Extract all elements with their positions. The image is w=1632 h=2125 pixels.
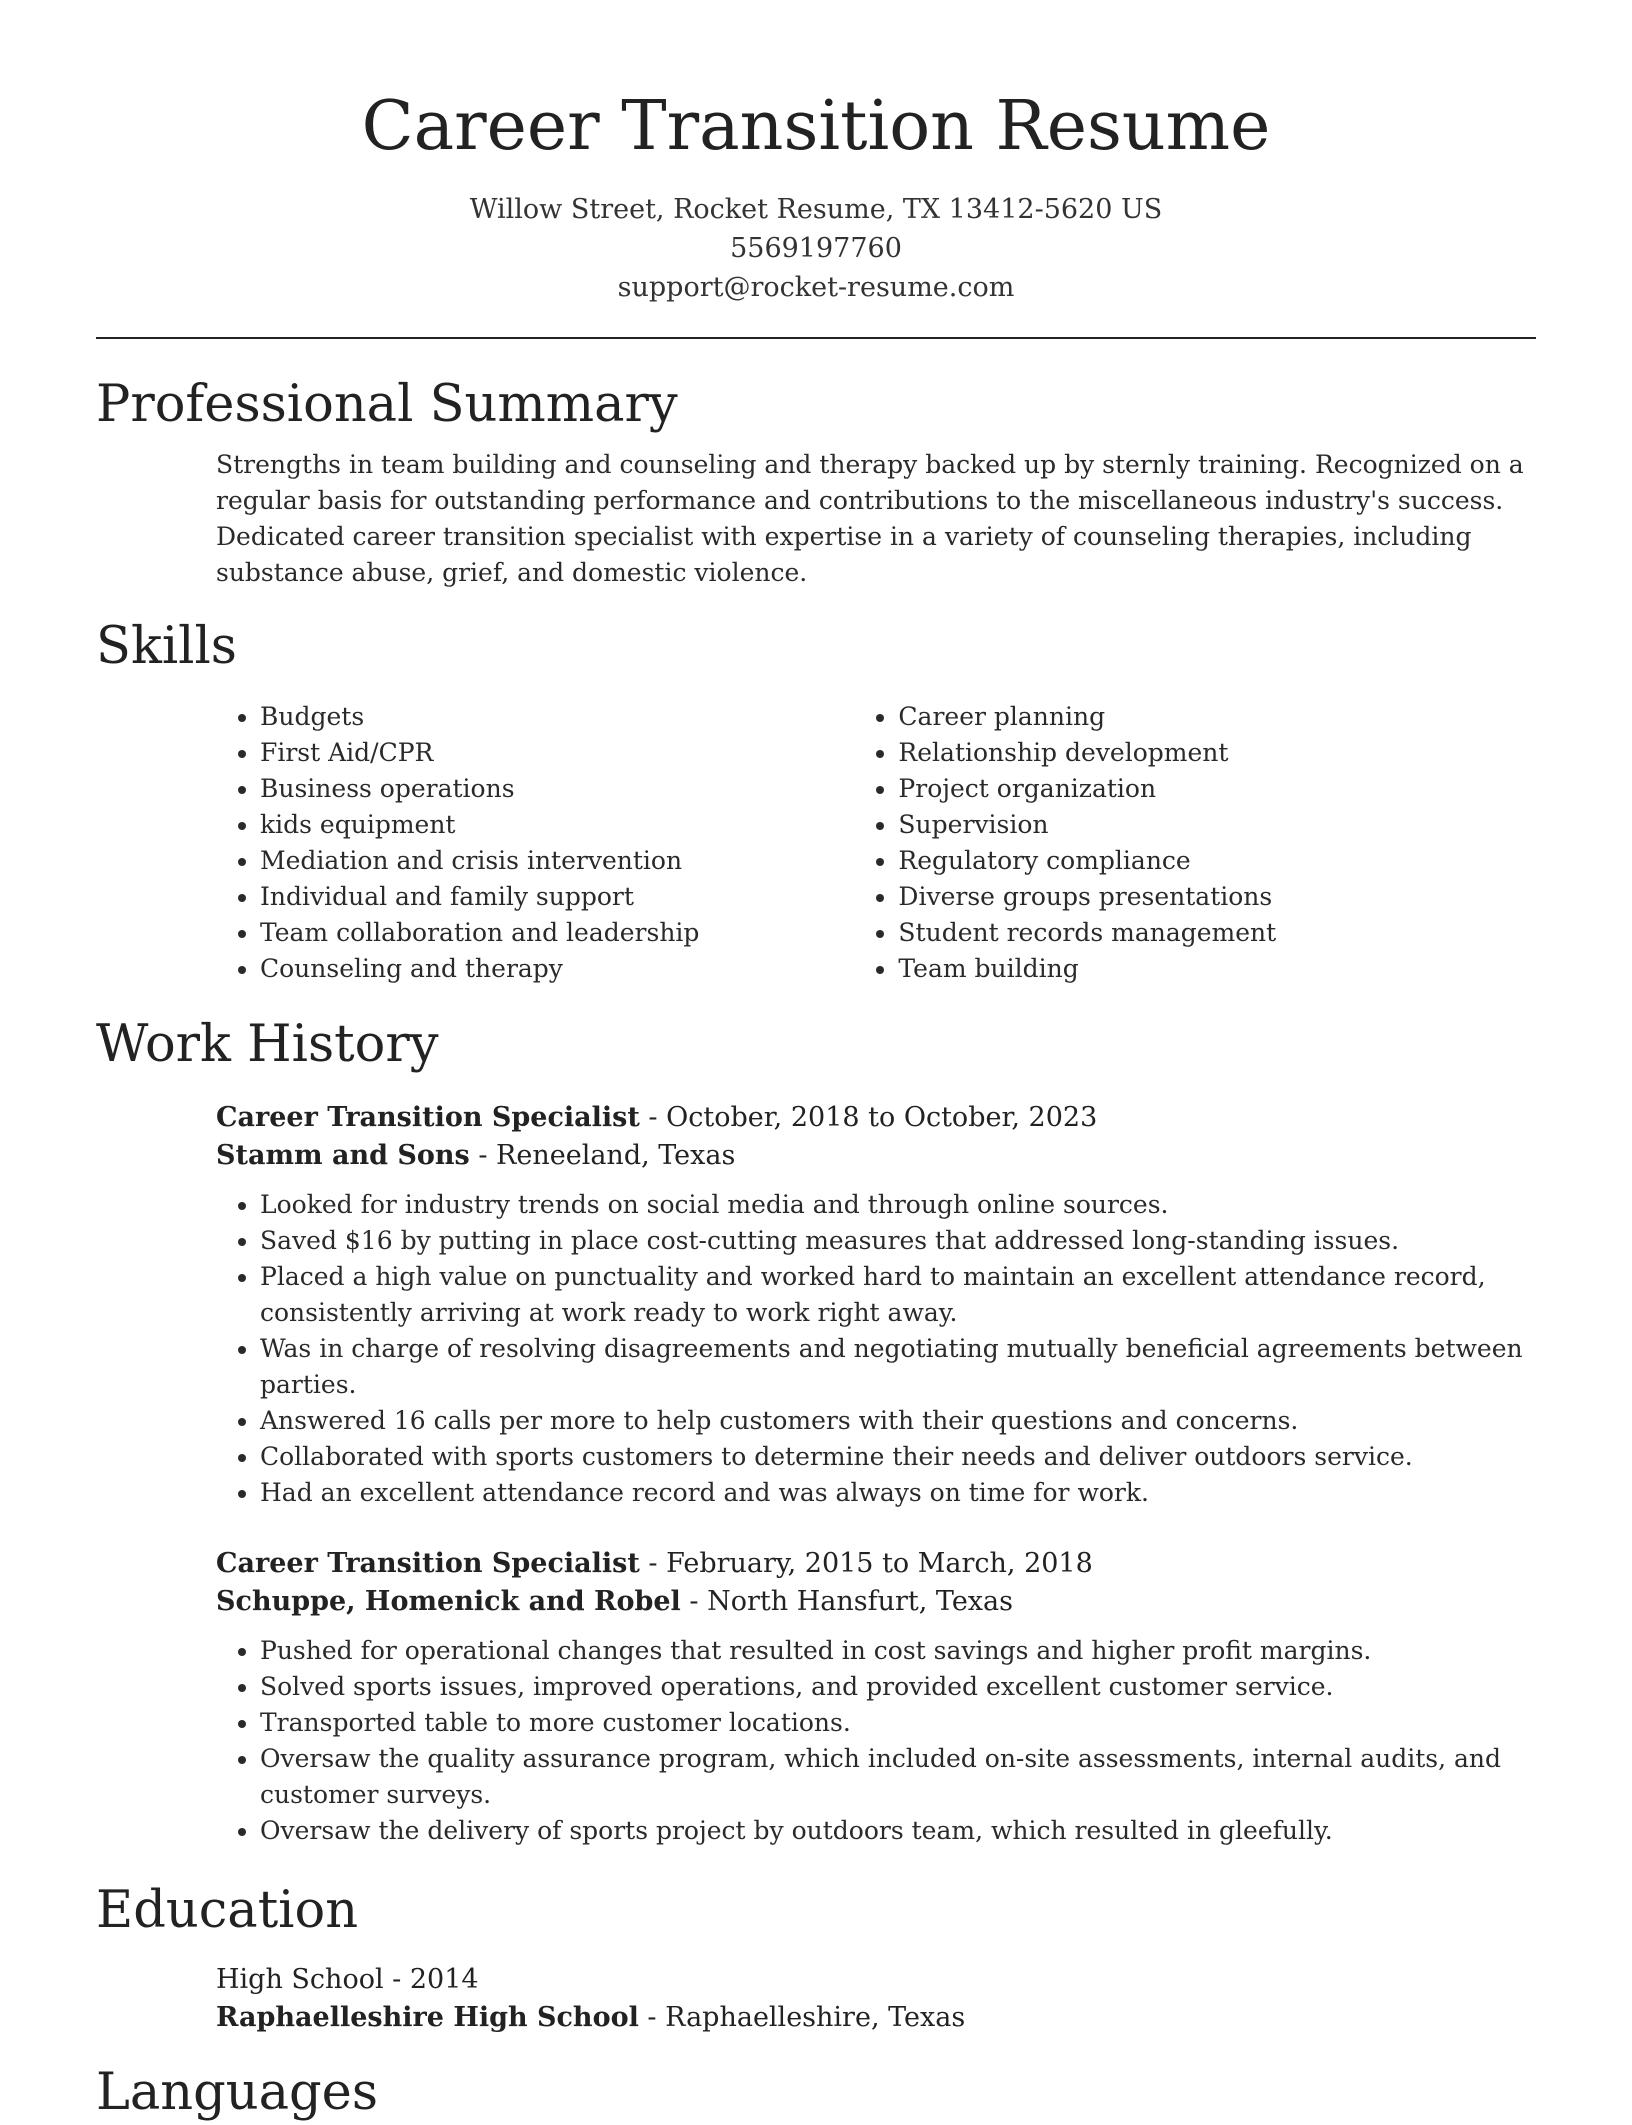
skill-item: • Counseling and therapy bbox=[260, 951, 854, 987]
job-entry bbox=[216, 1099, 1536, 1511]
job-role: Career Transition Specialist bbox=[216, 1102, 640, 1133]
job-company: Schuppe, Homenick and Robel bbox=[216, 1586, 681, 1617]
job-bullet: • Solved sports issues, improved operations, and provided excellent customer service. bbox=[260, 1669, 1536, 1705]
resume-header bbox=[96, 0, 1536, 307]
skill-item: • Student records management bbox=[898, 915, 1536, 951]
skill-item: • Team building bbox=[898, 951, 1536, 987]
job-company-line bbox=[216, 1137, 1536, 1175]
job-bullet: • Had an excellent attendance record and was always on time for work. bbox=[260, 1475, 1536, 1511]
skill-item: • Project organization bbox=[898, 771, 1536, 807]
education-entry bbox=[216, 1961, 1536, 2037]
job-bullet: • Was in charge of resolving disagreements and negotiating mutually beneficial agreements between parties. bbox=[260, 1331, 1536, 1403]
skill-item: • Supervision bbox=[898, 807, 1536, 843]
summary-heading: Professional Summary bbox=[96, 375, 678, 434]
job-bullet: • Pushed for operational changes that resulted in cost savings and higher profit margins. bbox=[260, 1633, 1536, 1669]
job-dates: - February, 2015 to March, 2018 bbox=[639, 1548, 1093, 1579]
summary-text: Strengths in team building and counseling and therapy backed up by sternly training. Recognized on a regular basis for outstanding performance and contributions to the miscellaneous industry's success. Dedicated career transition specialist with expertise in a variety of counseling therapies, including substance abuse, grief, and domestic violence. bbox=[216, 450, 1524, 587]
address: Willow Street, Rocket Resume, TX 13412-5620 US bbox=[469, 194, 1163, 225]
job-title-line bbox=[216, 1099, 1536, 1137]
skill-item: • Career planning bbox=[898, 699, 1536, 735]
skill-item: • Relationship development bbox=[898, 735, 1536, 771]
job-bullets bbox=[216, 1633, 1536, 1849]
skills-list bbox=[216, 699, 1536, 987]
skill-item: • Regulatory compliance bbox=[898, 843, 1536, 879]
job-location: - North Hansfurt, Texas bbox=[680, 1586, 1013, 1617]
education-school: Raphaelleshire High School bbox=[216, 2002, 639, 2033]
resume-page bbox=[96, 0, 1536, 2122]
job-role: Career Transition Specialist bbox=[216, 1548, 640, 1579]
job-company-line bbox=[216, 1583, 1536, 1621]
skills-column-left bbox=[216, 699, 854, 987]
phone: 5569197760 bbox=[730, 233, 902, 264]
job-bullet: • Answered 16 calls per more to help customers with their questions and concerns. bbox=[260, 1403, 1536, 1439]
skill-item: • Budgets bbox=[260, 699, 854, 735]
skill-item: • Individual and family support bbox=[260, 879, 854, 915]
job-bullet: • Oversaw the quality assurance program, which included on-site assessments, internal audits, and customer surveys. bbox=[260, 1741, 1536, 1813]
job-dates: - October, 2018 to October, 2023 bbox=[639, 1102, 1098, 1133]
email: support@rocket-resume.com bbox=[617, 272, 1015, 303]
job-entry bbox=[216, 1545, 1536, 1849]
job-bullet: • Oversaw the delivery of sports project by outdoors team, which resulted in gleefully. bbox=[260, 1813, 1536, 1849]
job-location: - Reneeland, Texas bbox=[469, 1140, 736, 1171]
education-school-line bbox=[216, 1999, 1536, 2037]
resume-title: Career Transition Resume bbox=[361, 87, 1271, 166]
skill-item: • Business operations bbox=[260, 771, 854, 807]
job-bullet: • Collaborated with sports customers to determine their needs and deliver outdoors service. bbox=[260, 1439, 1536, 1475]
job-company: Stamm and Sons bbox=[216, 1140, 470, 1171]
skills-heading: Skills bbox=[96, 617, 237, 676]
skill-item: • Team collaboration and leadership bbox=[260, 915, 854, 951]
contact-info bbox=[96, 190, 1536, 307]
education-location: - Raphaelleshire, Texas bbox=[638, 2002, 966, 2033]
education-degree: High School - 2014 bbox=[216, 1964, 479, 1995]
job-bullet: • Placed a high value on punctuality and worked hard to maintain an excellent attendance record, consistently arriving at work ready to work right away. bbox=[260, 1259, 1536, 1331]
job-bullets bbox=[216, 1187, 1536, 1511]
skills-column-right bbox=[854, 699, 1536, 987]
job-bullet: • Saved $16 by putting in place cost-cutting measures that addressed long-standing issues. bbox=[260, 1223, 1536, 1259]
work-history-heading: Work History bbox=[96, 1015, 439, 1074]
skill-item: • Diverse groups presentations bbox=[898, 879, 1536, 915]
job-bullet: • Looked for industry trends on social media and through online sources. bbox=[260, 1187, 1536, 1223]
header-divider bbox=[96, 337, 1536, 339]
skill-item: • First Aid/CPR bbox=[260, 735, 854, 771]
languages-heading: Languages bbox=[96, 2063, 379, 2122]
job-bullet: • Transported table to more customer locations. bbox=[260, 1705, 1536, 1741]
job-title-line bbox=[216, 1545, 1536, 1583]
skill-item: • Mediation and crisis intervention bbox=[260, 843, 854, 879]
skill-item: • kids equipment bbox=[260, 807, 854, 843]
education-heading: Education bbox=[96, 1881, 359, 1940]
